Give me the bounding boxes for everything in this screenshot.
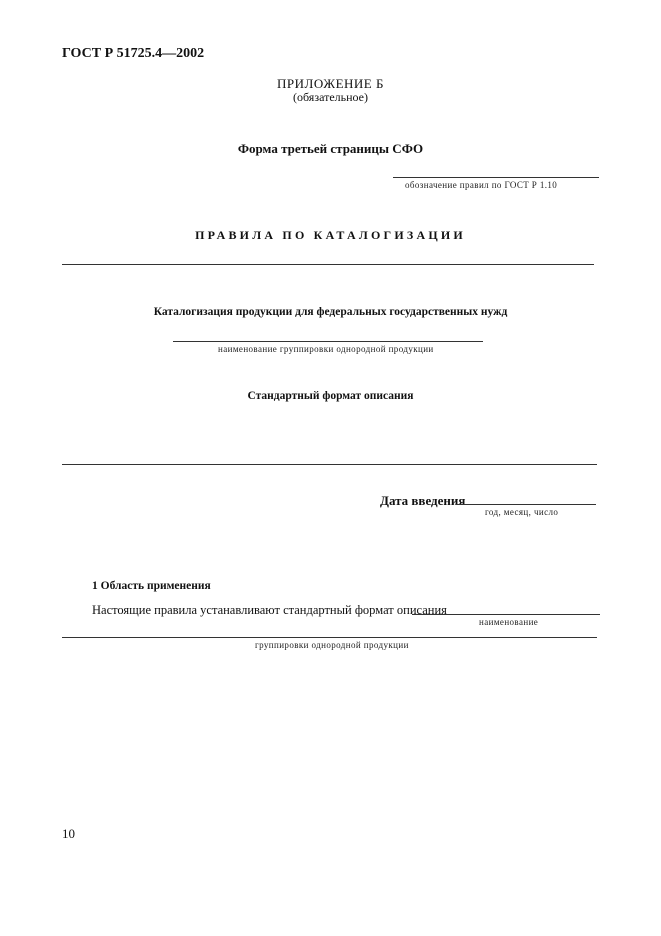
standard-code: ГОСТ Р 51725.4—2002 [62,46,205,61]
group-line [62,637,597,638]
appendix-status: (обязательное) [293,90,368,104]
designation-caption: обозначение правил по ГОСТ Р 1.10 [405,180,558,190]
group-name-line [173,341,483,342]
name-line [412,614,600,615]
date-caption: год, месяц, число [485,507,559,517]
rules-title: ПРАВИЛА ПО КАТАЛОГИЗАЦИИ [195,228,466,242]
form-title: Форма третьей страницы СФО [237,141,424,156]
designation-line [393,177,599,178]
date-line [456,504,596,505]
group-caption: группировки однородной продукции [255,640,409,650]
cataloging-title: Каталогизация продукции для федеральных государственных нужд [153,306,508,318]
name-caption: наименование [479,617,539,627]
section-title: 1 Область применения [92,580,211,592]
page-number: 10 [62,826,75,841]
format-divider-line [62,464,597,465]
standard-format-title: Стандартный формат описания [247,390,414,402]
group-name-caption: наименование группировки однородной продукции [218,344,434,354]
scope-text: Настоящие правила устанавливают стандартный формат описания [92,603,447,617]
appendix-title: ПРИЛОЖЕНИЕ Б [277,76,384,91]
date-label: Дата введения [380,493,466,508]
rules-divider-line [62,264,594,265]
